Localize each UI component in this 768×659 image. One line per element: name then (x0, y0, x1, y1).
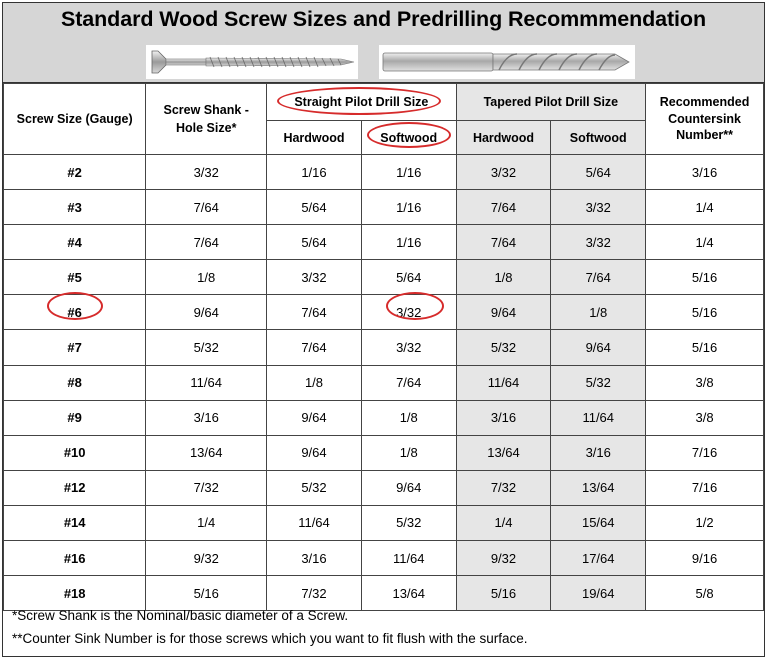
cell-straight-softwood: 5/64 (361, 260, 456, 295)
cell-tapered-hardwood: 9/64 (456, 295, 551, 330)
cell-shank-hole-size: 13/64 (146, 435, 267, 470)
cell-straight-softwood: 5/32 (361, 505, 456, 540)
header-straight-pilot: Straight Pilot Drill Size (267, 84, 457, 121)
cell-countersink-number: 5/16 (646, 295, 764, 330)
table-row (4, 505, 764, 540)
subheader-tapered-softwood: Softwood (551, 121, 646, 155)
footnote-shank: *Screw Shank is the Nominal/basic diameter of a Screw. (12, 608, 349, 623)
cell-countersink-number: 1/2 (646, 505, 764, 540)
table-row (4, 576, 764, 611)
cell-screw-size: #4 (4, 225, 146, 260)
cell-countersink-number: 5/8 (646, 576, 764, 611)
cell-tapered-hardwood: 7/32 (456, 470, 551, 505)
cell-shank-hole-size: 9/32 (146, 541, 267, 576)
cell-shank-hole-size: 1/8 (146, 260, 267, 295)
cell-straight-hardwood: 3/32 (267, 260, 362, 295)
cell-countersink-number: 5/16 (646, 260, 764, 295)
cell-tapered-softwood: 15/64 (551, 505, 646, 540)
cell-countersink-number: 3/16 (646, 155, 764, 190)
cell-tapered-hardwood: 1/8 (456, 260, 551, 295)
cell-screw-size: #14 (4, 505, 146, 540)
subheader-tapered-hardwood: Hardwood (456, 121, 551, 155)
cell-tapered-softwood: 5/64 (551, 155, 646, 190)
chart-frame (2, 2, 765, 657)
table-row (4, 435, 764, 470)
cell-straight-hardwood: 7/64 (267, 295, 362, 330)
cell-straight-hardwood: 5/64 (267, 225, 362, 260)
cell-straight-hardwood: 5/32 (267, 470, 362, 505)
table-row (4, 470, 764, 505)
table-row (4, 365, 764, 400)
cell-straight-hardwood: 7/32 (267, 576, 362, 611)
cell-screw-size: #2 (4, 155, 146, 190)
table-row (4, 541, 764, 576)
cell-tapered-hardwood: 13/64 (456, 435, 551, 470)
cell-straight-softwood: 9/64 (361, 470, 456, 505)
cell-screw-size: #9 (4, 400, 146, 435)
cell-screw-size: #5 (4, 260, 146, 295)
table-row (4, 225, 764, 260)
footnote-countersink: **Counter Sink Number is for those screws which you want to fit flush with the surface. (12, 631, 528, 646)
cell-straight-softwood: 11/64 (361, 541, 456, 576)
cell-straight-hardwood: 9/64 (267, 435, 362, 470)
cell-screw-size: #18 (4, 576, 146, 611)
cell-straight-softwood: 1/16 (361, 155, 456, 190)
table-row (4, 400, 764, 435)
cell-tapered-hardwood: 11/64 (456, 365, 551, 400)
table-row (4, 155, 764, 190)
header-tapered-pilot: Tapered Pilot Drill Size (456, 84, 646, 121)
cell-countersink-number: 3/8 (646, 365, 764, 400)
cell-countersink-number: 1/4 (646, 225, 764, 260)
cell-straight-softwood: 1/16 (361, 225, 456, 260)
title-bar (3, 3, 764, 83)
cell-screw-size: #7 (4, 330, 146, 365)
cell-tapered-softwood: 3/16 (551, 435, 646, 470)
page-title: Standard Wood Screw Sizes and Predrilling Recommmendation (60, 7, 706, 31)
cell-countersink-number: 5/16 (646, 330, 764, 365)
header-countersink: Recommended Countersink Number** (646, 84, 764, 155)
screw-size-table (3, 83, 764, 611)
cell-shank-hole-size: 5/32 (146, 330, 267, 365)
drill-bit-image (379, 45, 635, 79)
cell-straight-hardwood: 9/64 (267, 400, 362, 435)
cell-tapered-softwood: 13/64 (551, 470, 646, 505)
cell-countersink-number: 3/8 (646, 400, 764, 435)
cell-tapered-softwood: 5/32 (551, 365, 646, 400)
cell-tapered-softwood: 3/32 (551, 225, 646, 260)
subheader-straight-hardwood: Hardwood (267, 121, 362, 155)
cell-straight-softwood: 1/16 (361, 190, 456, 225)
cell-tapered-hardwood: 7/64 (456, 190, 551, 225)
cell-shank-hole-size: 7/64 (146, 225, 267, 260)
cell-shank-hole-size: 9/64 (146, 295, 267, 330)
cell-screw-size: #12 (4, 470, 146, 505)
cell-shank-hole-size: 3/32 (146, 155, 267, 190)
cell-straight-softwood: 1/8 (361, 435, 456, 470)
cell-countersink-number: 1/4 (646, 190, 764, 225)
cell-tapered-softwood: 11/64 (551, 400, 646, 435)
cell-countersink-number: 7/16 (646, 435, 764, 470)
cell-straight-softwood: 3/32 (361, 295, 456, 330)
table-row (4, 260, 764, 295)
cell-tapered-hardwood: 9/32 (456, 541, 551, 576)
cell-screw-size: #16 (4, 541, 146, 576)
cell-straight-hardwood: 7/64 (267, 330, 362, 365)
cell-tapered-softwood: 9/64 (551, 330, 646, 365)
cell-screw-size: #10 (4, 435, 146, 470)
cell-shank-hole-size: 3/16 (146, 400, 267, 435)
cell-countersink-number: 9/16 (646, 541, 764, 576)
cell-tapered-hardwood: 7/64 (456, 225, 551, 260)
header-shank-hole-size: Screw Shank - Hole Size* (146, 84, 267, 155)
cell-straight-softwood: 7/64 (361, 365, 456, 400)
cell-tapered-softwood: 1/8 (551, 295, 646, 330)
header-screw-size: Screw Size (Gauge) (4, 84, 146, 155)
cell-tapered-softwood: 17/64 (551, 541, 646, 576)
cell-screw-size: #3 (4, 190, 146, 225)
cell-screw-size: #8 (4, 365, 146, 400)
cell-shank-hole-size: 7/32 (146, 470, 267, 505)
cell-straight-softwood: 1/8 (361, 400, 456, 435)
cell-straight-hardwood: 1/16 (267, 155, 362, 190)
cell-screw-size: #6 (4, 295, 146, 330)
table-row (4, 295, 764, 330)
cell-countersink-number: 7/16 (646, 470, 764, 505)
cell-shank-hole-size: 1/4 (146, 505, 267, 540)
cell-tapered-hardwood: 3/32 (456, 155, 551, 190)
table-row (4, 190, 764, 225)
cell-shank-hole-size: 11/64 (146, 365, 267, 400)
cell-straight-softwood: 3/32 (361, 330, 456, 365)
cell-straight-hardwood: 3/16 (267, 541, 362, 576)
cell-tapered-softwood: 19/64 (551, 576, 646, 611)
wood-screw-image (146, 45, 358, 79)
subheader-straight-softwood: Softwood (361, 121, 456, 155)
cell-tapered-hardwood: 5/16 (456, 576, 551, 611)
cell-shank-hole-size: 7/64 (146, 190, 267, 225)
table-row (4, 330, 764, 365)
cell-tapered-softwood: 3/32 (551, 190, 646, 225)
cell-straight-hardwood: 1/8 (267, 365, 362, 400)
cell-shank-hole-size: 5/16 (146, 576, 267, 611)
cell-tapered-hardwood: 3/16 (456, 400, 551, 435)
cell-tapered-hardwood: 1/4 (456, 505, 551, 540)
cell-straight-hardwood: 11/64 (267, 505, 362, 540)
cell-tapered-hardwood: 5/32 (456, 330, 551, 365)
cell-straight-softwood: 13/64 (361, 576, 456, 611)
cell-straight-hardwood: 5/64 (267, 190, 362, 225)
cell-tapered-softwood: 7/64 (551, 260, 646, 295)
